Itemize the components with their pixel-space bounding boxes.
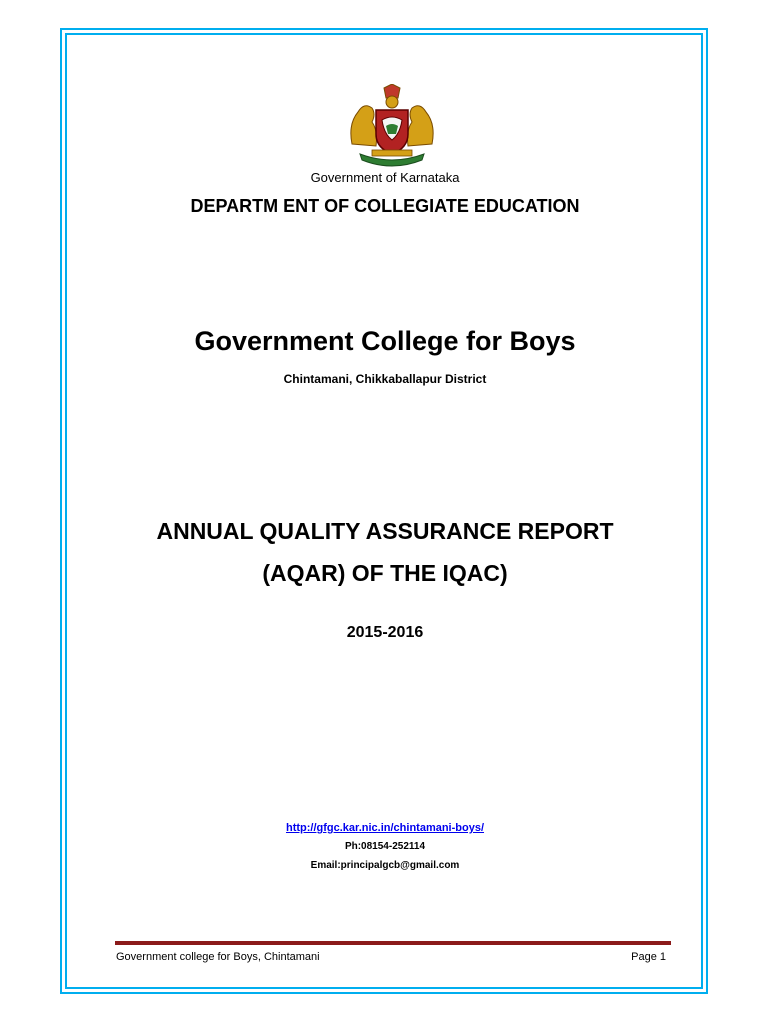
report-year: 2015-2016 [346,624,424,641]
department-heading: DEPARTM ENT OF COLLEGIATE EDUCATION [190,196,580,216]
college-location: Chintamani, Chikkaballapur District [283,372,487,386]
website-link[interactable]: http://gfgc.kar.nic.in/chintamani-boys/ [285,822,485,834]
page-number: Page 1 [631,951,666,963]
report-title-line2: (AQAR) OF THE IQAC) [262,560,508,586]
college-name: Government College for Boys [194,326,576,356]
government-label: Government of Karnataka [310,170,460,185]
phone-number: Ph:08154-252114 [344,841,426,852]
report-title-line1: ANNUAL QUALITY ASSURANCE REPORT [156,518,614,544]
email-address: Email:principalgcb@gmail.com [310,860,460,871]
footer-college: Government college for Boys, Chintamani [116,951,320,963]
footer-divider [115,941,671,945]
karnataka-emblem-icon [342,84,442,168]
